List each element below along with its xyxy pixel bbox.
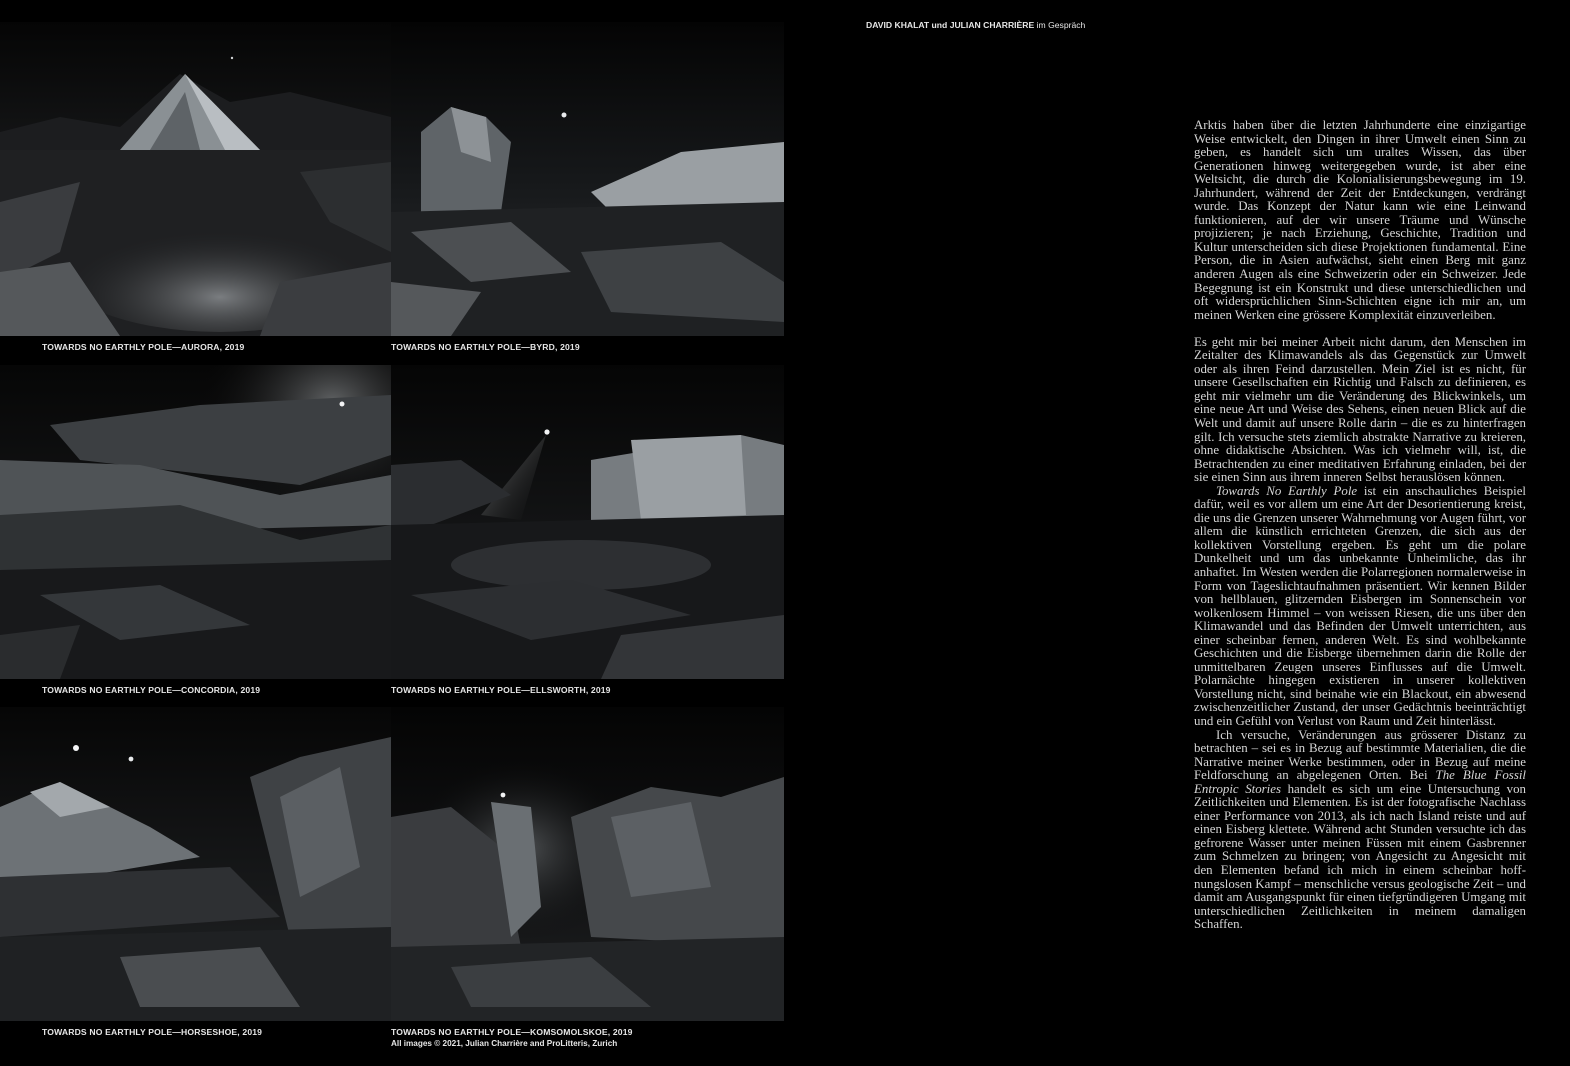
photo-aurora [0, 22, 391, 336]
article-paragraph-4-text: handelt es sich um eine Untersuchung von Zeitlichkeiten und Elementen. Es ist der fotografische Nachlass einer Performance von 2013, als ich nach Island reiste und auf einen Eisberg klettete. Während acht Stunden versuchte ich das gefrorene Wasser unter meinen Füssen mit einem Gasbrenner zum Schmelzen zu bringen; von Angesicht zu Angesicht mit den Elementen befand ich mich in einem scheinbar hoffnungslosen Kampf – menschliche versus geologische Zeit – und damit am Ausgangspunkt für einen tiefgründigeren Umgang mit unterschiedlichen Zeitlichkeiten in meinem damaligen Schaffen. [1194, 781, 1526, 932]
article-paragraph-3-text: ist ein anschauliches Beispiel dafür, weil es vor allem um eine Art der Desorientierung kreist, die uns die Grenzen unserer Wahrnehmung vor Augen führt, vor allem die künstlich errichteten Grenzen, die sich aus der kollektiven Vorstellung ergeben. Es geht um die polare Dunkelheit und um das unbekannte Unheimliche, das ihr anhaftet. Im Westen werden die Polarregionen normalerweise in Form von Tageslichtaufnahmen präsentiert. Wir kennen Bilder von hellblauen, glitzernden Eisbergen im Sonnenschein vor wolkenlosem Himmel – von weissen Riesen, die uns über den Klimawandel und das Befinden der Umwelt unterrichten, aus einer scheinbar fernen, anderen Welt. Es sind wohlbekannte Geschichten und die Eisberge übernehmen darin die Rolle der unmittelbaren Zeugen unseres Einflusses auf die Umwelt. Polarnächte hingegen existieren in unserer kollektiven Vorstellung nicht, sind beinahe wie ein Blackout, ein abwesend zwischenzeitlicher Zustand, der unser Gedächtnis beeinträchtigt und ein Gefühl von Verlust von Raum und Zeit hinterlässt. [1194, 483, 1526, 729]
photo-ellsworth [391, 365, 784, 679]
caption-aurora: TOWARDS NO EARTHLY POLE—AURORA, 2019 [42, 342, 245, 352]
photo-byrd [391, 22, 784, 336]
running-head [866, 20, 1085, 30]
caption-ellsworth: TOWARDS NO EARTHLY POLE—ELLSWORTH, 2019 [391, 685, 611, 695]
photo-horseshoe [0, 707, 391, 1021]
caption-komsomolskoe: TOWARDS NO EARTHLY POLE—KOMSOMOLSKOE, 2019 [391, 1027, 633, 1037]
caption-concordia: TOWARDS NO EARTHLY POLE—CONCORDIA, 2019 [42, 685, 261, 695]
running-head-suffix: im Gespräch [1036, 20, 1086, 30]
photo-concordia [0, 365, 391, 679]
article-body [1194, 119, 1526, 932]
article-paragraph-4 [1194, 729, 1526, 932]
work-title-blue-fossil: The Blue Fossil Entropic Stories [1194, 768, 1527, 796]
caption-horseshoe: TOWARDS NO EARTHLY POLE—HORSESHOE, 2019 [42, 1027, 263, 1037]
work-title-towards-no-earthly-pole: Towards No Earthly Pole [1216, 483, 1358, 498]
article-paragraph-3 [1194, 485, 1526, 729]
article-paragraph-4-start: Ich versuche, Veränderungen aus grösserer Distanz zu betrachten – sei es in Bezug auf bestimmte Materialien, die die Narrative meiner Werke bestimmen, oder in Bezug auf meine Feldforschung an abgelegenen Orten. Bei [1194, 727, 1526, 783]
article-paragraph-2: Es geht mir bei meiner Arbeit nicht darum, den Menschen im Zeitalter des Klimawandels als das Gegenstück zur Umwelt oder als ihren Feind darzustellen. Mein Ziel ist es nicht, für unsere Gesellschaften ein Richtig und Falsch zu definieren, es geht mir vielmehr um die Veränderung des Blickwinkels, um eine neue Art und Weise des Sehens, einen neuen Blick auf die Welt und damit auf unsere Rolle darin – die es zu hinterfragen gilt. Ich versuche stets ziemlich abstrakte Narrative zu kreieren, ohne didaktische Absichten. Was ich vielmehr will, ist, die Betrachtenden zu einer meditativen Erfahrung einladen, bei der sie einen Sinn aus ihrem inneren Selbst herauslösen können. [1194, 334, 1526, 485]
article-paragraph-1: Arktis haben über die letzten Jahrhunderte eine einzigartige Weise entwickelt, den Dingen in ihrer Umwelt einen Sinn zu geben, es handelt sich um uraltes Wissen, das über Generationen hinweg weitergegeben wurde, ist aber eine Weltsicht, die durch die Kolonialisierungsbewegung im 19. Jahrhundert, während der Zeit der Entdeckungen, verdrängt wurde. Das Konzept der Natur kann wie eine Leinwand funktionieren, auf der wir unsere Träume und Wünsche projizieren; je nach Erziehung, Geschichte, Tradition und Kultur unterscheiden sich diese Projektionen fundamental. Eine Person, die in Asien aufwächst, sieht einen Berg mit ganz anderen Augen als eine Schweizerin oder ein Schweizer. Jede Begegnung ist ein Konstrukt und diese unterschiedlichen und oft widersprüchlichen Sinn-Schichten eigne ich mir an, um meinen Werken eine grössere Komplexität einzuverleiben. [1194, 118, 1526, 322]
caption-byrd: TOWARDS NO EARTHLY POLE—BYRD, 2019 [391, 342, 580, 352]
running-head-names: DAVID KHALAT und JULIAN CHARRIÈRE [866, 20, 1035, 30]
photo-komsomolskoe [391, 707, 784, 1021]
image-credit: All images © 2021, Julian Charrière and ProLitteris, Zurich [391, 1039, 618, 1048]
